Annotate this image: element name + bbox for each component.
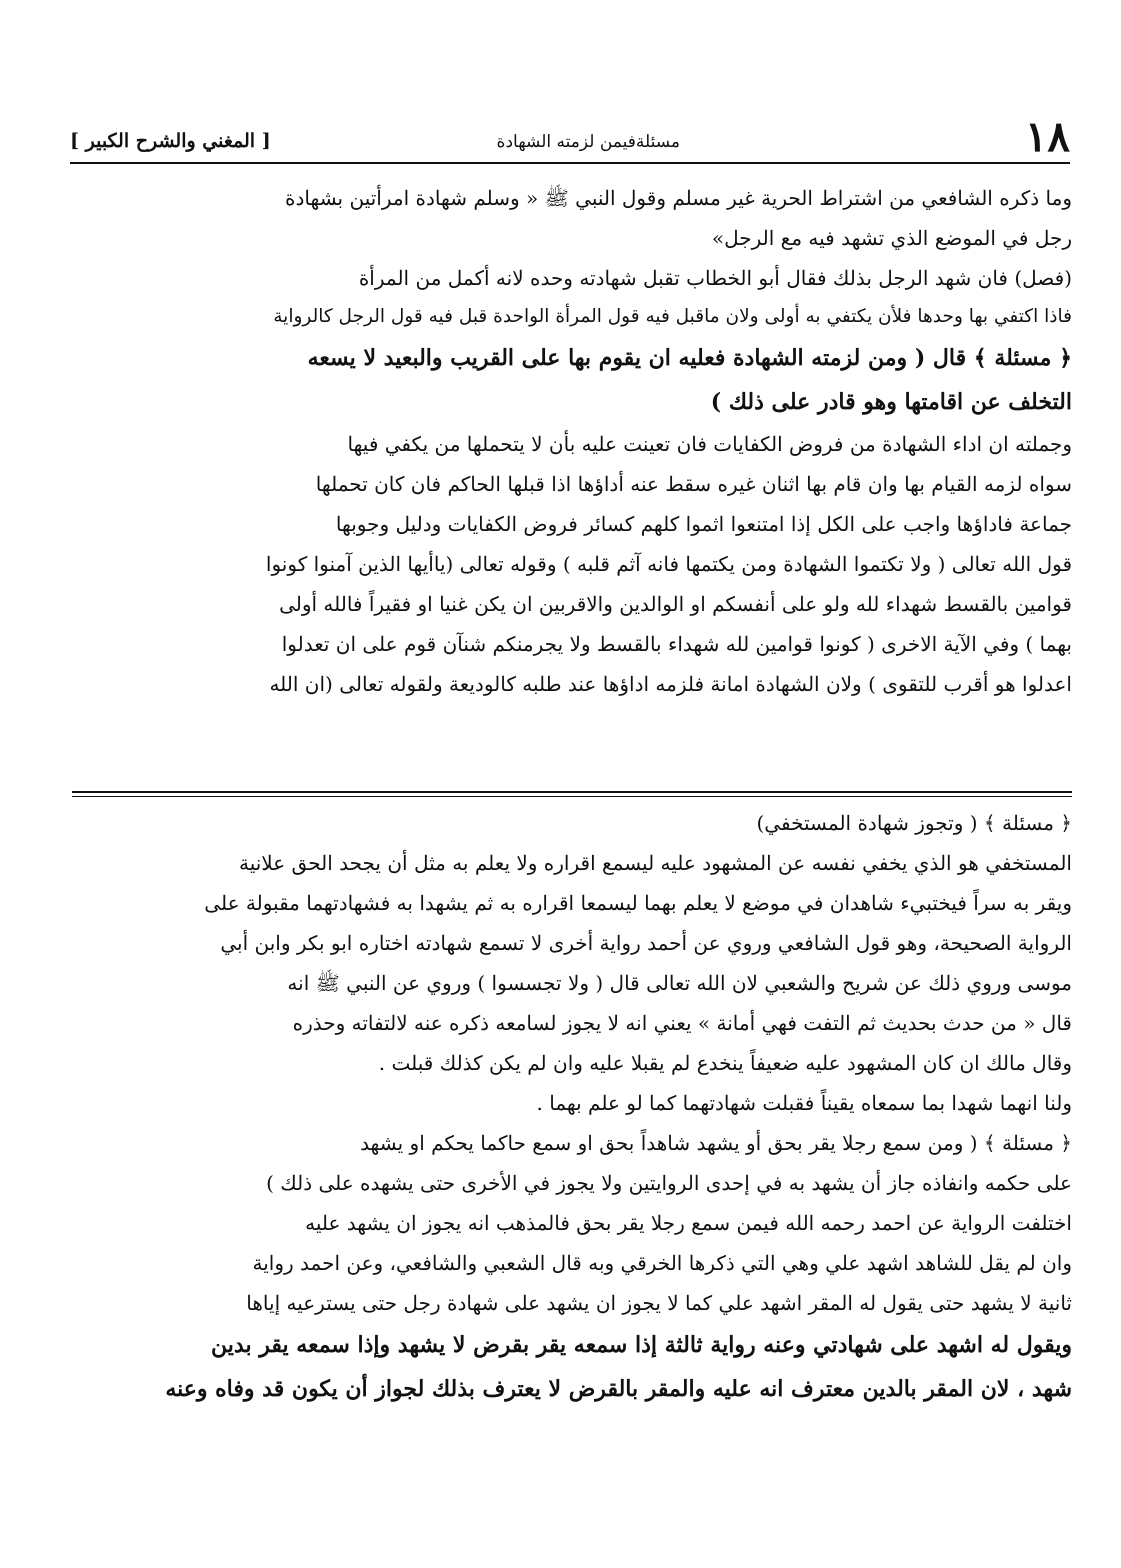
text-line: اختلفت الرواية عن احمد رحمه الله فيمن سمع رجلا يقر بحق فالمذهب انه يجوز ان يشهد عليه (305, 1211, 1072, 1235)
text-line: بهما ) وفي الآية الاخرى ( كونوا قوامين لله شهداء بالقسط ولا يجرمنكم شنآن قوم على ان تعدلوا (281, 632, 1072, 656)
page-number: ١٨ (1024, 112, 1070, 161)
lower-text (72, 803, 1072, 1411)
section-divider (72, 791, 1072, 797)
text-line: اعدلوا هو أقرب للتقوى ) ولان الشهادة امانة فلزمه اداؤها عند طلبه كالوديعة ولقوله تعالى (ان الله (269, 672, 1072, 696)
text-line: ويقر به سراً فيختبيء شاهدان في موضع لا يعلم بهما ليسمعا اقراره به ثم يشهدا به فشهادتهما مقبولة على (204, 891, 1072, 915)
text-line: قال « من حدث بحديث ثم التفت فهي أمانة » يعني انه لا يجوز لسامعه ذكره عنه لالتفاته وحذره (292, 1011, 1072, 1035)
text-line: المستخفي هو الذي يخفي نفسه عن المشهود عليه ليسمع اقراره ولا يعلم به مثل أن يجحد الحق علانية (238, 851, 1072, 875)
text-line: ويقول له اشهد على شهادتي وعنه رواية ثالثة إذا سمعه يقر بقرض لا يشهد وإذا سمعه يقر بدين (211, 1332, 1072, 1358)
text-line: رجل في الموضع الذي تشهد فيه مع الرجل» (711, 226, 1072, 250)
text-line: قوامين بالقسط شهداء لله ولو على أنفسكم او الوالدين والاقربين ان يكن غنيا او فقيراً فالله أولى (279, 592, 1072, 616)
page-header (70, 112, 1070, 162)
text-line: وان لم يقل للشاهد اشهد علي وهي التي ذكرها الخرقي وبه قال الشعبي والشافعي، وعن احمد رواية (252, 1251, 1072, 1275)
text-line: ﴿ مسئلة ﴾ ( ومن سمع رجلا يقر بحق أو يشهد شاهداً بحق او سمع حاكما يحكم او يشهد (360, 1131, 1072, 1155)
text-line: على حكمه وانفاذه جاز أن يشهد به في إحدى الروايتين ولا يجوز في الأخرى حتى يشهده على ذلك ) (266, 1171, 1072, 1195)
text-line: فاذا اكتفي بها وحدها فلأن يكتفي به أولى ولان ماقبل فيه قول المرأة الواحدة قبل فيه قول الرجل كالرواية (273, 306, 1072, 327)
text-line: ﴿ مسئلة ﴾ قال ( ومن لزمته الشهادة فعليه ان يقوم بها على القريب والبعيد لا يسعه (307, 345, 1072, 371)
text-line: سواه لزمه القيام بها وان قام بها اثنان غيره سقط عنه أداؤها اذا قبلها الحاكم فان كان تحملها (315, 472, 1072, 496)
text-line: وما ذكره الشافعي من اشتراط الحرية غير مسلم وقول النبي ﷺ « وسلم شهادة امرأتين بشهادة (285, 186, 1072, 210)
book-title: [ المغني والشرح الكبير ] (70, 130, 271, 152)
upper-text (72, 178, 1072, 704)
text-line: التخلف عن اقامتها وهو قادر على ذلك ) (710, 389, 1072, 415)
text-line: ولنا انهما شهدا بما سمعاه يقيناً فقبلت شهادتهما كما لو علم بهما . (536, 1091, 1072, 1115)
text-line: موسى وروي ذلك عن شريح والشعبي لان الله تعالى قال ( ولا تجسسوا ) وروي عن النبي ﷺ انه (287, 971, 1072, 995)
text-line: الرواية الصحيحة، وهو قول الشافعي وروي عن أحمد رواية أخرى لا تسمع شهادته اختاره ابو بكر وابن أبي (220, 931, 1072, 955)
text-line: ﴿ مسئلة ﴾ ( وتجوز شهادة المستخفي) (756, 811, 1072, 835)
header-rule (70, 162, 1070, 164)
text-line: قول الله تعالى ( ولا تكتموا الشهادة ومن يكتمها فانه آثم قلبه ) وقوله تعالى (ياأيها الذين آمنوا كونوا (265, 552, 1072, 576)
text-line: وجملته ان اداء الشهادة من فروض الكفايات فان تعينت عليه بأن لا يتحملها من يكفي فيها (347, 432, 1072, 456)
text-line: شهد ، لان المقر بالدين معترف انه عليه والمقر بالقرض لا يعترف بذلك لجواز أن يكون قد وفاه وعنه (165, 1376, 1072, 1402)
running-topic: مسئلةفيمن لزمته الشهادة (496, 132, 680, 152)
text-line: ثانية لا يشهد حتى يقول له المقر اشهد علي كما لا يجوز ان يشهد على شهادة رجل حتى يسترعيه إياها (246, 1291, 1072, 1315)
text-line: جماعة فاداؤها واجب على الكل إذا امتنعوا اثموا كلهم كسائر فروض الكفايات ودليل وجوبها (335, 512, 1072, 536)
text-line: (فصل) فان شهد الرجل بذلك فقال أبو الخطاب تقبل شهادته وحده لانه أكمل من المرأة (358, 266, 1072, 290)
text-line: وقال مالك ان كان المشهود عليه ضعيفاً ينخدع لم يقبلا عليه وان لم يكن كذلك قبلت . (378, 1051, 1072, 1075)
